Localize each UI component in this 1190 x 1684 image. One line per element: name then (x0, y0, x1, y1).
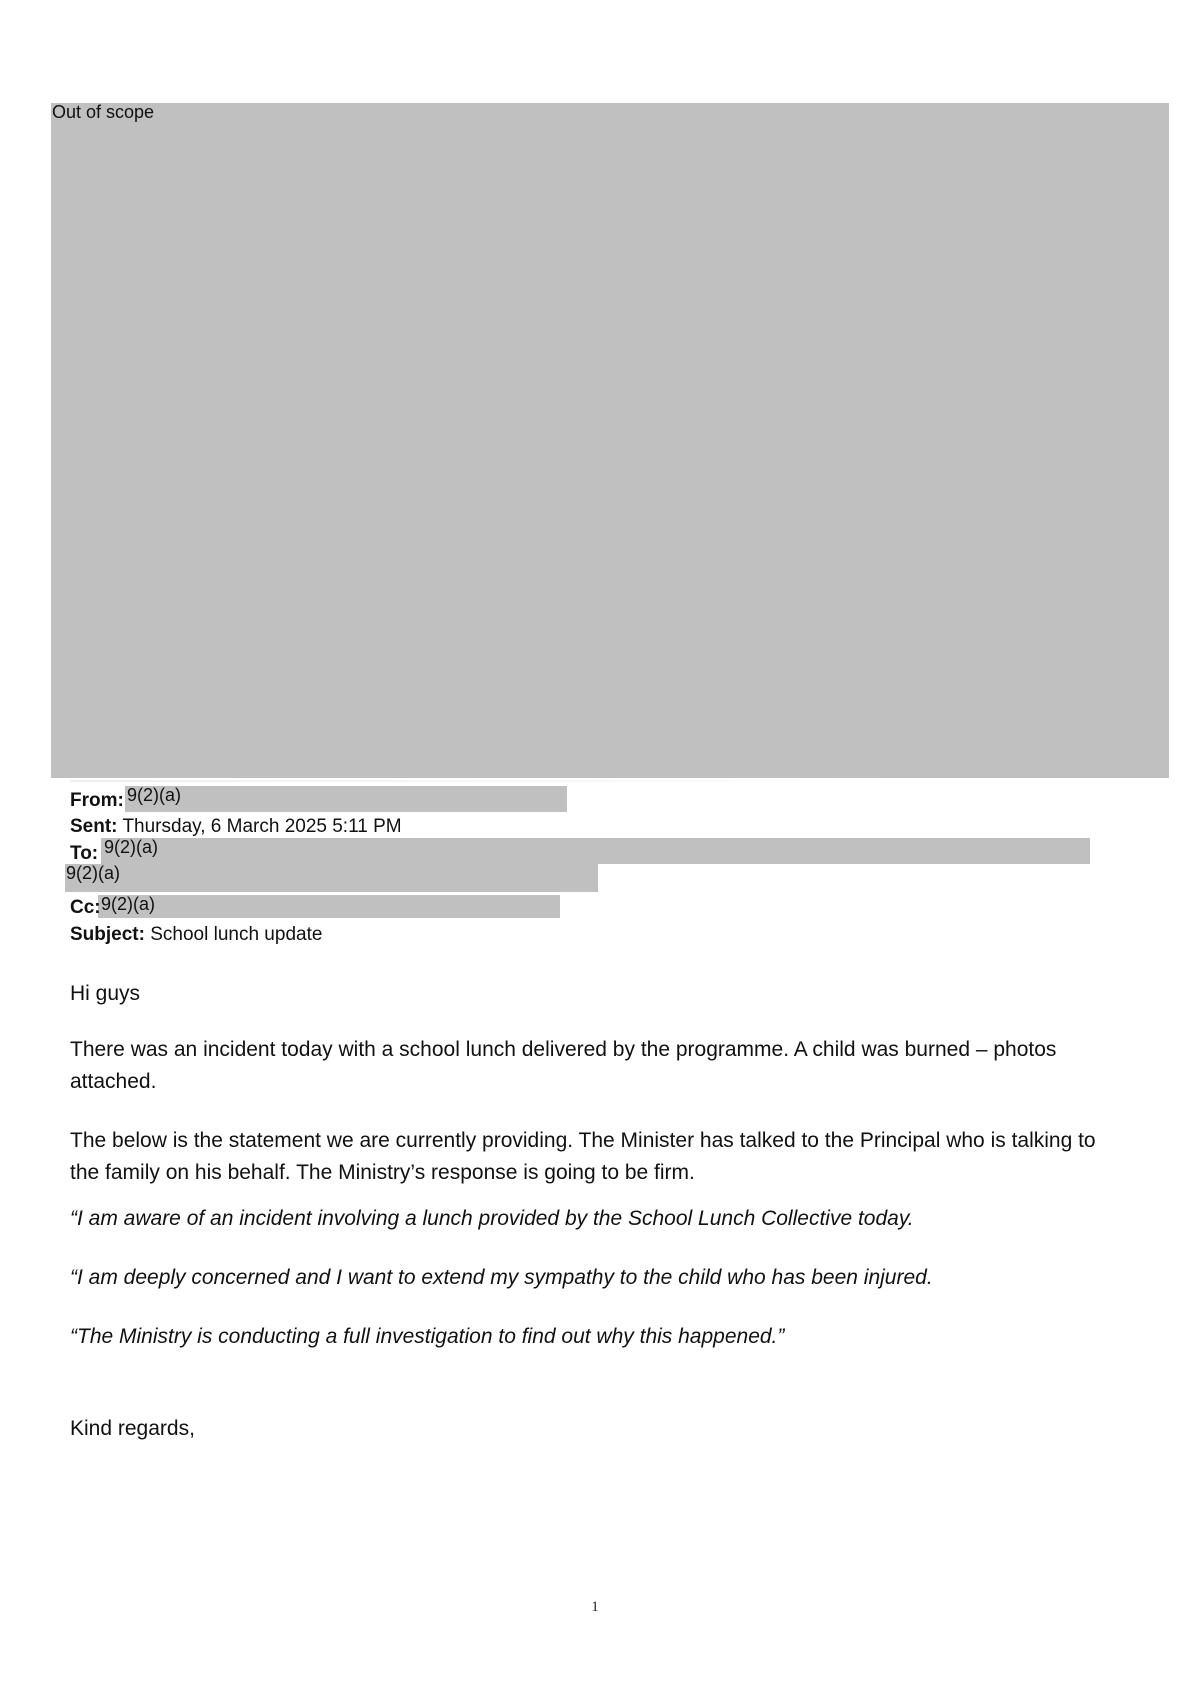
to-redaction (101, 838, 1090, 864)
quote-concerned: “I am deeply concerned and I want to extend my sympathy to the child who has been injured. (70, 1266, 933, 1289)
from-redaction (125, 786, 567, 812)
from-label: From: (70, 790, 124, 811)
sent-label: Sent: (70, 816, 118, 837)
scan-divider (70, 780, 890, 782)
cc-field (70, 897, 101, 919)
paragraph-incident: There was an incident today with a school lunch delivered by the programme. A child was burned – photos attached. (70, 1038, 1057, 1093)
subject-value: School lunch update (150, 924, 323, 945)
to-field (70, 843, 98, 865)
subject-field (70, 924, 322, 946)
cc-redaction (98, 895, 560, 918)
paragraph-statement: The below is the statement we are currently providing. The Minister has talked to the Principal who is talking to the family on his behalf. The Ministry’s response is going to be firm. (70, 1129, 1096, 1184)
subject-label: Subject: (70, 924, 145, 945)
quote-investigation: “The Ministry is conducting a full investigation to find out why this happened.” (70, 1325, 785, 1348)
from-redaction-code: 9(2)(a) (127, 785, 182, 805)
cc-label: Cc: (70, 897, 101, 918)
to-redaction-line2 (65, 864, 598, 892)
from-field (70, 790, 124, 812)
page-number: 1 (591, 1599, 599, 1615)
quote-aware: “I am aware of an incident involving a lunch provided by the School Lunch Collective today. (70, 1207, 914, 1230)
out-of-scope-redaction (51, 103, 1169, 778)
signoff: Kind regards, (70, 1417, 195, 1440)
to-redaction-code-line2: 9(2)(a) (66, 863, 121, 883)
out-of-scope-label: Out of scope (52, 102, 155, 122)
to-label: To: (70, 843, 99, 864)
cc-redaction-code: 9(2)(a) (101, 894, 156, 914)
to-redaction-code: 9(2)(a) (104, 837, 159, 857)
sent-value: Thursday, 6 March 2025 5:11 PM (122, 816, 402, 837)
greeting: Hi guys (70, 982, 141, 1005)
sent-field (70, 816, 402, 838)
